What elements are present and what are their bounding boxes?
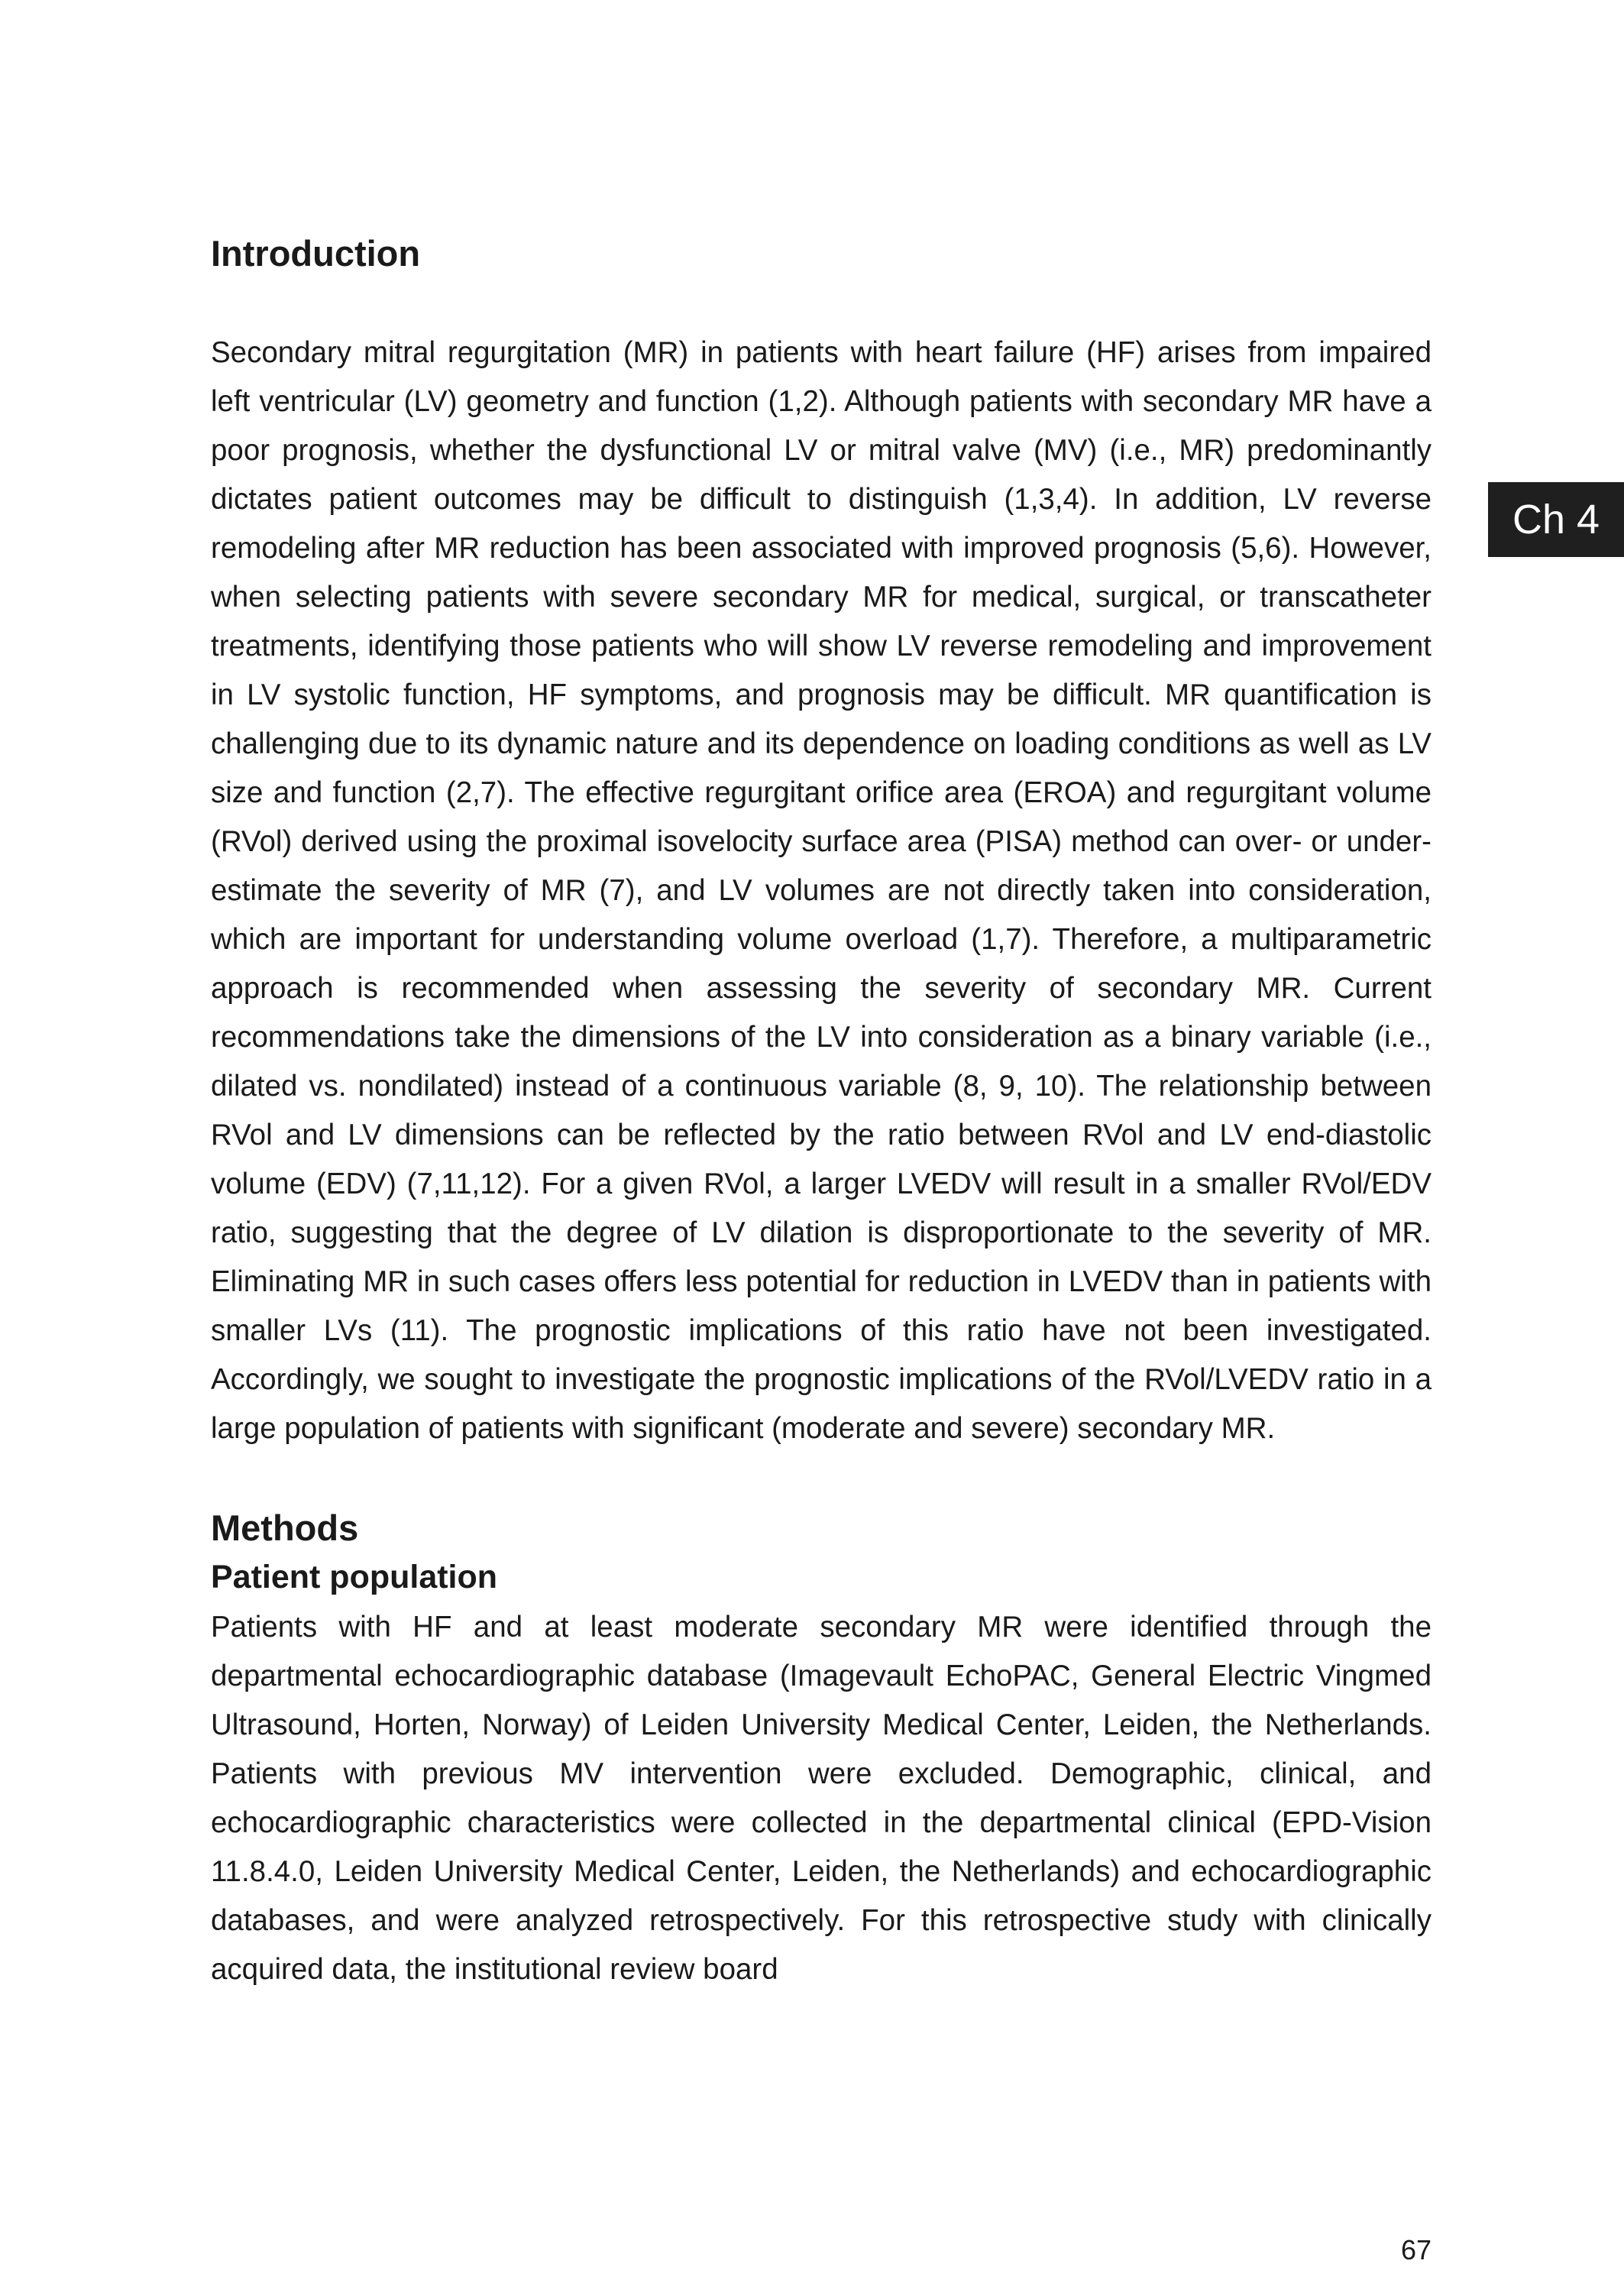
patient-population-heading: Patient population [211, 1559, 498, 1595]
introduction-paragraph: Secondary mitral regurgitation (MR) in patients with heart failure (HF) arises from impaired left ventricular (LV) geometry and function (1,2). Although patients with secondary MR have a poor prognosis, whether the dysfunctional LV or mitral valve (MV) (i.e., MR) predominantly dictates patient outcomes may be difficult to distinguish (1,3,4). In addition, LV reverse remodeling after MR reduction has been associated with improved prognosis (5,6). However, when selecting patients with severe secondary MR for medical, surgical, or transcatheter treatments, identifying those patients who will show LV reverse remodeling and improvement in LV systolic function, HF symptoms, and prognosis may be difficult. MR quantification is challenging due to its dynamic nature and its dependence on loading conditions as well as LV size and function (2,7). The effective regurgitant orifice area (EROA) and regurgitant volume (RVol) derived using the proximal isovelocity surface area (PISA) method can over- or under-estimate the severity of MR (7), and LV volumes are not directly taken into consideration, which are important for understanding volume overload (1,7). Therefore, a multiparametric approach is recommended when assessing the severity of secondary MR. Current recommendations take the dimensions of the LV into consideration as a binary variable (i.e., dilated vs. nondilated) instead of a continuous variable (8, 9, 10). The relationship between RVol and LV dimensions can be reflected by the ratio between RVol and LV end-diastolic volume (EDV) (7,11,12). For a given RVol, a larger LVEDV will result in a smaller RVol/EDV ratio, suggesting that the degree of LV dilation is disproportionate to the severity of MR. Eliminating MR in such cases offers less potential for reduction in LVEDV than in patients with smaller LVs (11). The prognostic implications of this ratio have not been investigated. Accordingly, we sought to investigate the prognostic implications of the RVol/LVEDV ratio in a large population of patients with significant (moderate and severe) secondary MR. [211, 336, 1432, 1445]
chapter-tab: Ch 4 [1488, 482, 1624, 557]
methods-section [211, 1504, 1432, 1994]
introduction-section [211, 229, 1432, 1453]
patient-population-paragraph: Patients with HF and at least moderate secondary MR were identified through the departmental echocardiographic database (Imagevault EchoPAC, General Electric Vingmed Ultrasound, Horten, Norway) of Leiden University Medical Center, Leiden, the Netherlands. Patients with previous MV intervention were excluded. Demographic, clinical, and echocardiographic characteristics were collected in the departmental clinical (EPD-Vision 11.8.4.0, Leiden University Medical Center, Leiden, the Netherlands) and echocardiographic databases, and were analyzed retrospectively. For this retrospective study with clinically acquired data, the institutional review board [211, 1611, 1432, 1986]
methods-heading: Methods [211, 1508, 359, 1548]
introduction-heading: Introduction [211, 233, 421, 274]
page-body [211, 229, 1432, 1994]
page-number: 67 [1400, 2234, 1432, 2265]
